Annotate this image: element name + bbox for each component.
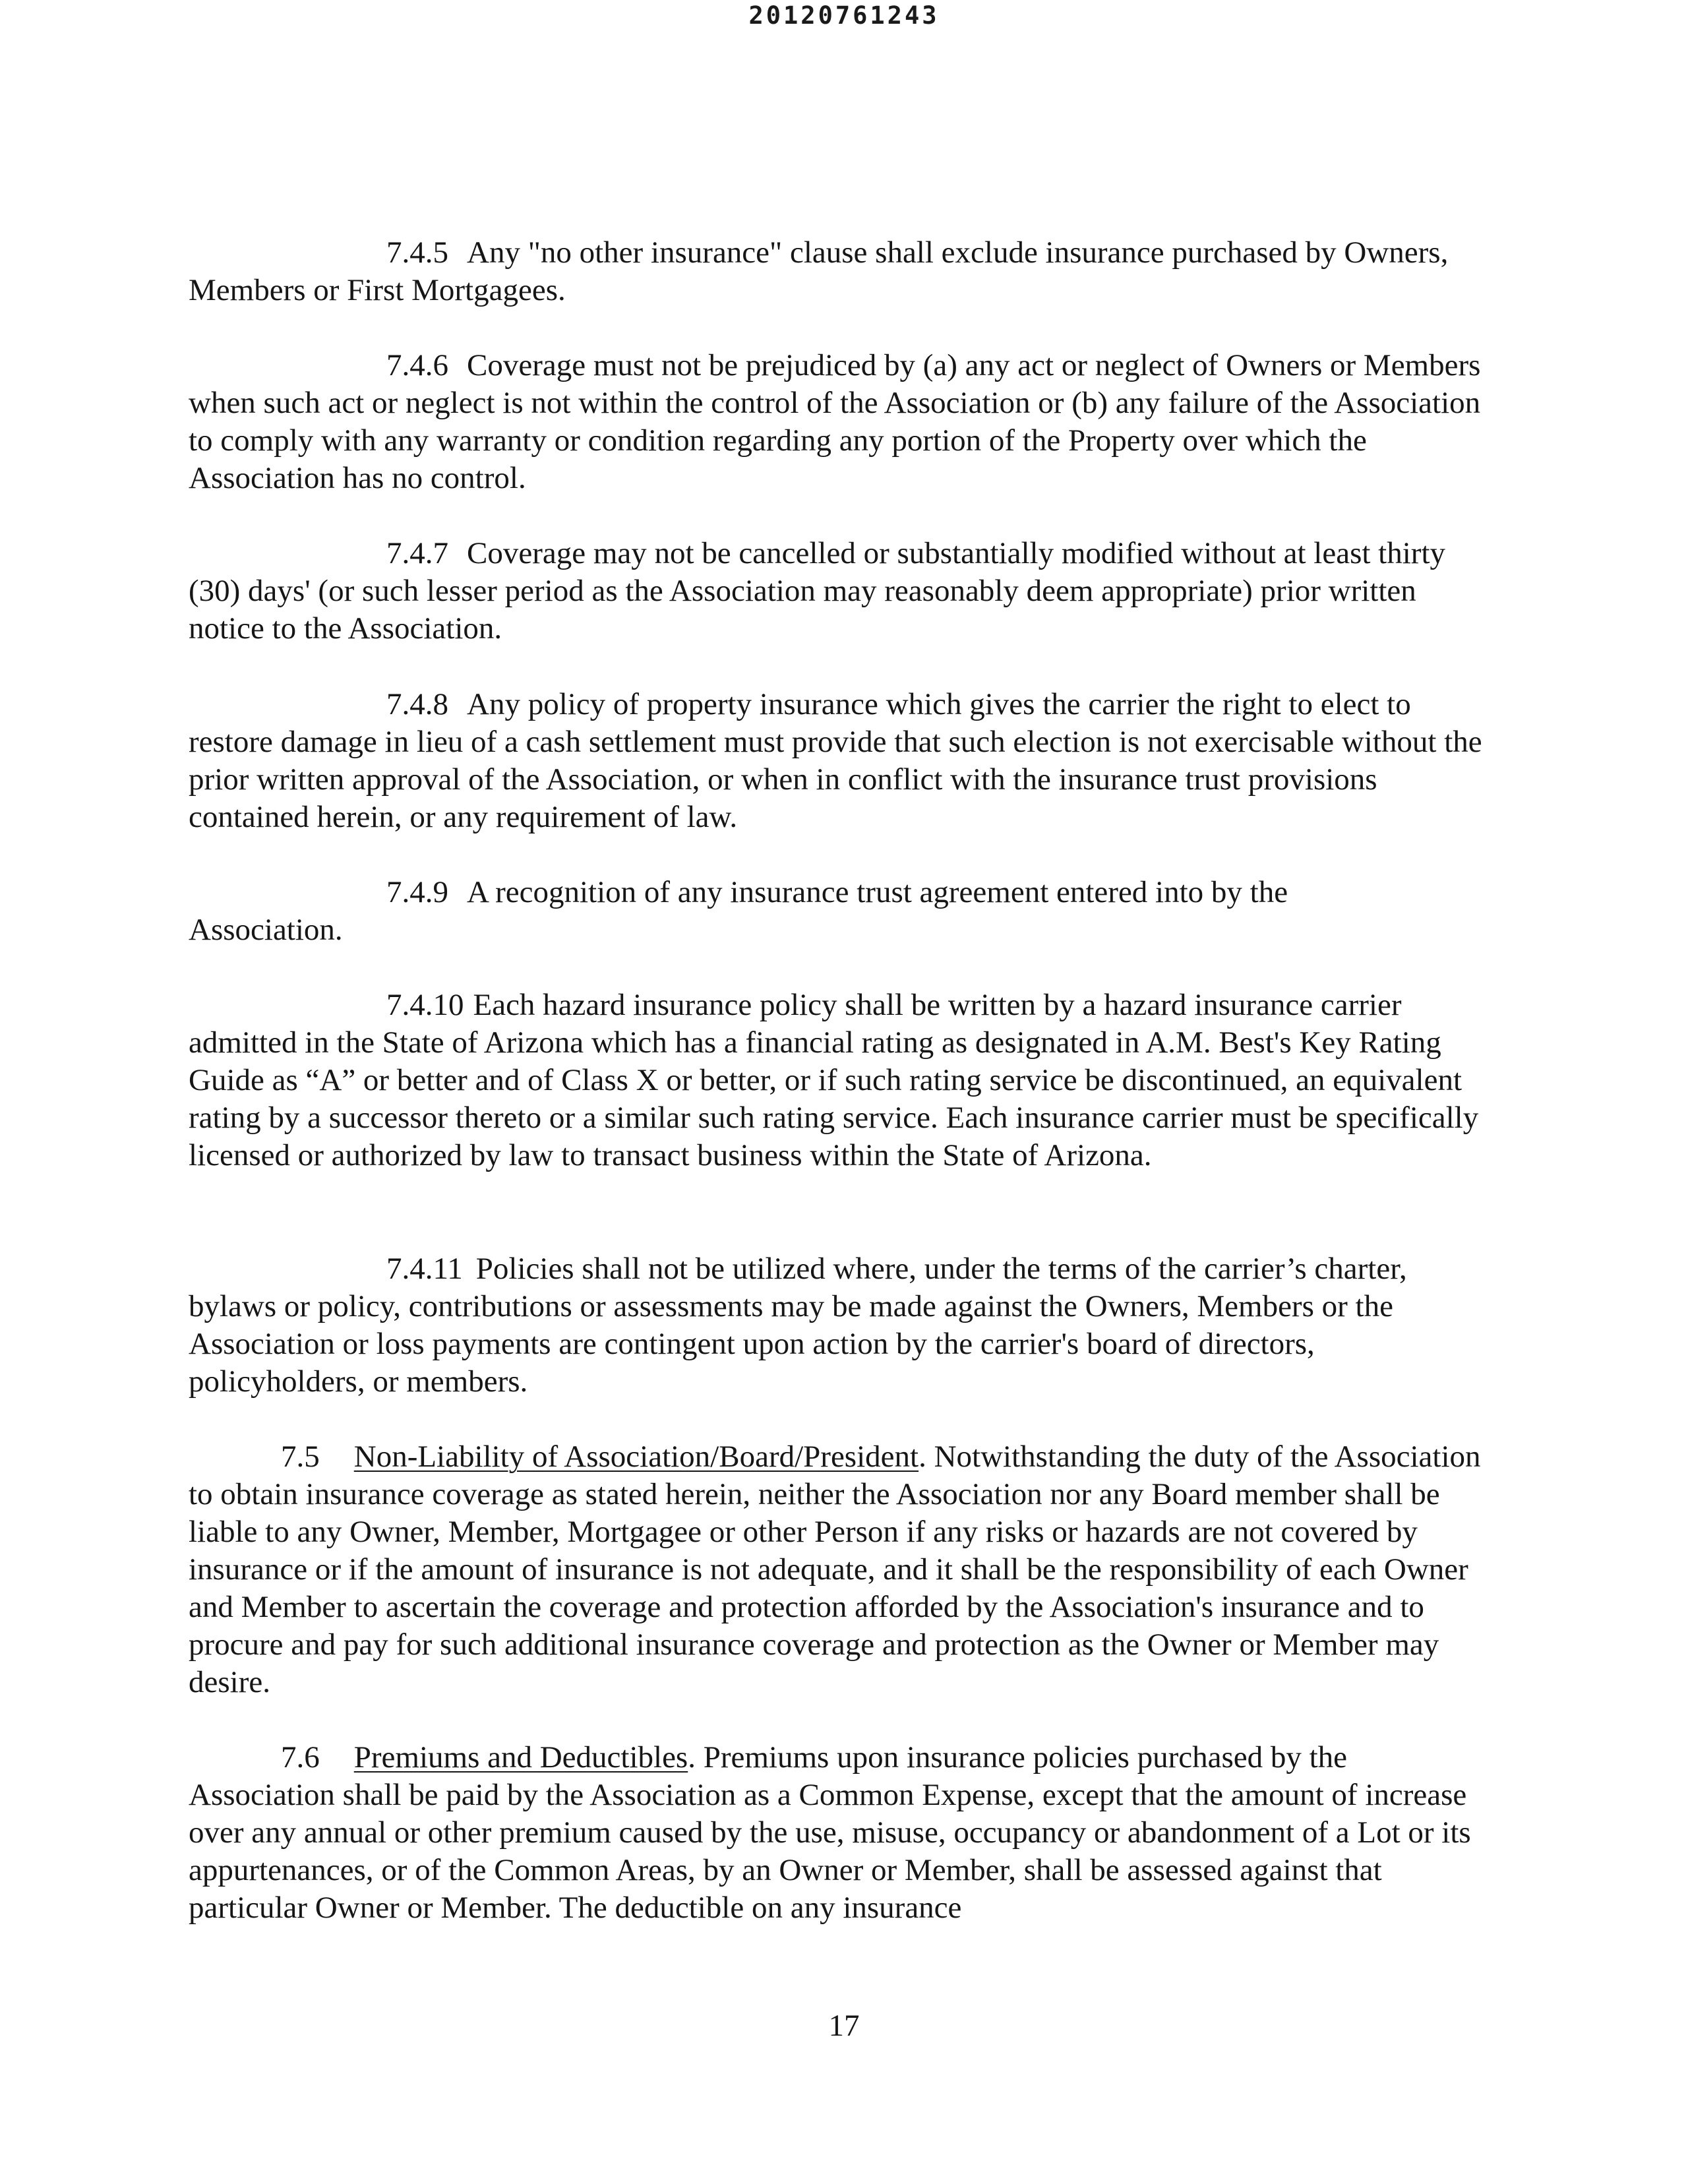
section-number: 7.5 [281,1440,320,1474]
section-text: Coverage may not be cancelled or substantially modified without at least thirty (30) days' (or such lesser period as the Association may reasonably deem appropriate) prior written notice to the Association. [189,536,1446,646]
section-number: 7.4.7 [386,536,448,570]
section-heading: Non-Liability of Association/Board/President [353,1440,919,1474]
section-number: 7.6 [281,1740,320,1774]
section-heading: Premiums and Deductibles [353,1740,688,1774]
section-text: Coverage must not be prejudiced by (a) any act or neglect of Owners or Members when such act or neglect is not within the control of the Association or (b) any failure of the Association to comply with any warranty or condition regarding any portion of the Property over which the Association has no control. [189,348,1481,495]
section-number: 7.4.11 [386,1252,463,1286]
section-text: Each hazard insurance policy shall be written by a hazard insurance carrier admitted in the State of Arizona which has a financial rating as designated in A.M. Best's Key Rating Guide as “A” or better and of Class X or better, or if such rating service be discontinued, an equivalent rating by a successor thereto or a similar such rating service. Each insurance carrier must be specifically licensed or authorized by law to transact business within the State of Arizona. [189,988,1479,1172]
page-number: 17 [828,2009,860,2043]
section-7-4-10 [189,986,1494,1174]
section-7-4-8 [189,686,1494,836]
section-text: Policies shall not be utilized where, under the terms of the carrier’s charter, bylaws or policy, contributions or assessments may be made against the Owners, Members or the Association or loss payments are contingent upon action by the carrier's board of directors, policyholders, or members. [189,1252,1407,1399]
section-7-4-6 [189,347,1494,497]
section-7-4-9 [189,874,1494,949]
section-7-6 [189,1739,1494,1927]
section-number: 7.4.6 [386,348,448,382]
section-text: . Premiums upon insurance policies purchased by the Association shall be paid by the Association as a Common Expense, except that the amount of increase over any annual or other premium caused by the use, misuse, occupancy or abandonment of a Lot or its appurtenances, or of the Common Areas, by an Owner or Member, shall be assessed against that particular Owner or Member. The deductible on any insurance [189,1740,1471,1925]
section-continuation: Association. [189,913,343,947]
section-text: . Notwithstanding the duty of the Association to obtain insurance coverage as stated herein, neither the Association nor any Board member shall be liable to any Owner, Member, Mortgagee or other Person if any risks or hazards are not covered by insurance or if the amount of insurance is not adequate, and it shall be the responsibility of each Owner and Member to ascertain the coverage and protection afforded by the Association's insurance and to procure and pay for such additional insurance coverage and protection as the Owner or Member may desire. [189,1440,1481,1699]
section-text: Any "no other insurance" clause shall exclude insurance purchased by Owners, Members or First Mortgagees. [189,235,1449,307]
document-number: 20120761243 [748,1,940,30]
section-7-4-5 [189,234,1494,309]
section-number: 7.4.10 [386,988,464,1022]
section-number: 7.4.8 [386,687,448,721]
section-7-5 [189,1438,1494,1701]
section-number: 7.4.9 [386,875,448,909]
section-7-4-7 [189,535,1494,648]
section-text: Any policy of property insurance which gives the carrier the right to elect to restore damage in lieu of a cash settlement must provide that such election is not exercisable without the prior written approval of the Association, or when in conflict with the insurance trust provisions contained herein, or any requirement of law. [189,687,1482,834]
section-text: A recognition of any insurance trust agreement entered into by the [467,875,1288,909]
section-7-4-11 [189,1250,1494,1401]
section-number: 7.4.5 [386,235,448,270]
